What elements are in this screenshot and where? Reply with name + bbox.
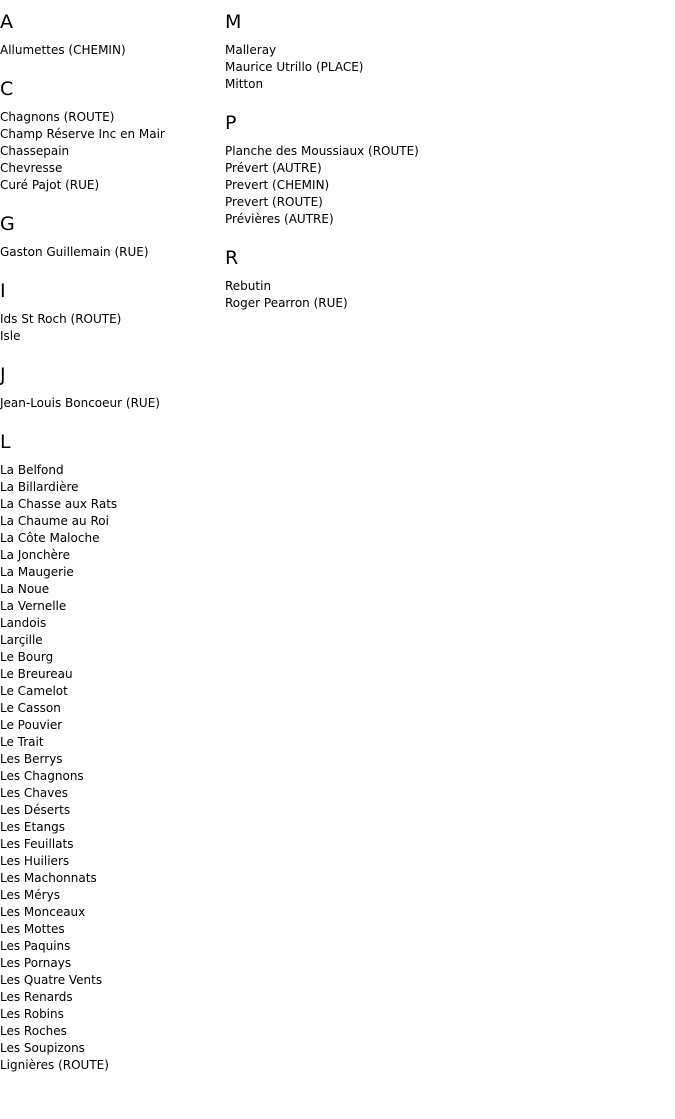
street-link[interactable]: Allumettes (CHEMIN): [0, 43, 126, 57]
street-link[interactable]: La Chasse aux Rats: [0, 497, 118, 511]
street-link[interactable]: Les Chaves: [0, 786, 68, 800]
street-link[interactable]: Les Renards: [0, 990, 73, 1004]
street-list: [0, 109, 220, 194]
section-spacer: [0, 412, 220, 420]
letter-section-m: [225, 0, 665, 101]
street-link[interactable]: Le Trait: [0, 735, 44, 749]
letter-section-j: [0, 353, 220, 420]
street-link[interactable]: Planche des Moussiaux (ROUTE): [225, 144, 419, 158]
street-link[interactable]: Le Casson: [0, 701, 61, 715]
street-link[interactable]: Malleray: [225, 43, 277, 57]
letter-heading: G: [0, 213, 15, 235]
street-link[interactable]: La Maugerie: [0, 565, 74, 579]
street-link[interactable]: Chevresse: [0, 161, 63, 175]
street-link[interactable]: Champ Réserve Inc en Mair: [0, 127, 165, 141]
street-link[interactable]: Les Quatre Vents: [0, 973, 103, 987]
letter-heading: L: [0, 431, 11, 453]
street-link[interactable]: La Chaume au Roi: [0, 514, 109, 528]
street-link[interactable]: Chassepain: [0, 144, 70, 158]
letter-section-g: [0, 202, 220, 269]
street-link[interactable]: Ids St Roch (ROUTE): [0, 312, 122, 326]
street-link[interactable]: Les Monceaux: [0, 905, 86, 919]
street-link[interactable]: Les Etangs: [0, 820, 66, 834]
street-list: [225, 42, 665, 93]
section-spacer: [0, 345, 220, 353]
section-spacer: [0, 194, 220, 202]
street-link[interactable]: Roger Pearron (RUE): [225, 296, 348, 310]
section-spacer: [0, 261, 220, 269]
street-link[interactable]: Le Bourg: [0, 650, 54, 664]
street-link[interactable]: Les Paquins: [0, 939, 71, 953]
letter-section-p: [225, 101, 665, 236]
street-link[interactable]: Chagnons (ROUTE): [0, 110, 115, 124]
street-link[interactable]: Les Berrys: [0, 752, 63, 766]
letter-section-l: [0, 420, 220, 1082]
street-link[interactable]: Les Machonnats: [0, 871, 97, 885]
street-link[interactable]: Landois: [0, 616, 47, 630]
street-link[interactable]: Les Roches: [0, 1024, 67, 1038]
street-list: [0, 395, 220, 412]
street-link[interactable]: Les Robins: [0, 1007, 64, 1021]
letter-heading: P: [225, 112, 237, 134]
street-list: [0, 42, 220, 59]
street-link[interactable]: Prévert (AUTRE): [225, 161, 322, 175]
column-right: [225, 0, 665, 320]
letter-section-r: [225, 236, 665, 320]
street-list: [225, 278, 665, 312]
street-link[interactable]: La Noue: [0, 582, 50, 596]
street-link[interactable]: Larçille: [0, 633, 43, 647]
letter-heading: M: [225, 11, 242, 33]
street-list: [0, 244, 220, 261]
street-link[interactable]: Les Huiliers: [0, 854, 70, 868]
street-link[interactable]: La Jonchère: [0, 548, 70, 562]
section-spacer: [0, 59, 220, 67]
street-link[interactable]: Les Pornays: [0, 956, 72, 970]
street-link[interactable]: Jean-Louis Boncoeur (RUE): [0, 396, 160, 410]
street-list: [0, 462, 220, 1074]
street-link[interactable]: Lignières (ROUTE): [0, 1058, 109, 1072]
street-link[interactable]: Les Mérys: [0, 888, 60, 902]
street-list: [225, 143, 665, 228]
street-link[interactable]: Les Déserts: [0, 803, 71, 817]
letter-section-i: [0, 269, 220, 353]
street-list: [0, 311, 220, 345]
street-link[interactable]: Mitton: [225, 77, 264, 91]
section-spacer: [225, 312, 665, 320]
section-spacer: [0, 1074, 220, 1082]
street-link[interactable]: La Belfond: [0, 463, 64, 477]
street-link[interactable]: Prevert (CHEMIN): [225, 178, 330, 192]
street-link[interactable]: Les Mottes: [0, 922, 65, 936]
section-spacer: [225, 228, 665, 236]
street-link[interactable]: Le Camelot: [0, 684, 68, 698]
letter-heading: R: [225, 247, 239, 269]
letter-heading: A: [0, 11, 13, 33]
street-link[interactable]: Les Feuillats: [0, 837, 74, 851]
column-left: [0, 0, 220, 1082]
street-link[interactable]: Le Pouvier: [0, 718, 63, 732]
street-link[interactable]: Prévières (AUTRE): [225, 212, 334, 226]
street-link[interactable]: La Côte Maloche: [0, 531, 100, 545]
letter-heading: J: [0, 364, 6, 386]
street-link[interactable]: Le Breureau: [0, 667, 73, 681]
street-link[interactable]: Les Soupizons: [0, 1041, 85, 1055]
street-link[interactable]: Curé Pajot (RUE): [0, 178, 100, 192]
street-link[interactable]: Maurice Utrillo (PLACE): [225, 60, 364, 74]
letter-heading: C: [0, 78, 14, 100]
street-link[interactable]: Rebutin: [225, 279, 272, 293]
street-link[interactable]: Isle: [0, 329, 21, 343]
letter-section-a: [0, 0, 220, 67]
street-link[interactable]: La Billardière: [0, 480, 79, 494]
street-link[interactable]: Les Chagnons: [0, 769, 84, 783]
section-spacer: [225, 93, 665, 101]
street-link[interactable]: Gaston Guillemain (RUE): [0, 245, 149, 259]
street-link[interactable]: La Vernelle: [0, 599, 67, 613]
letter-heading: I: [0, 280, 6, 302]
street-link[interactable]: Prevert (ROUTE): [225, 195, 323, 209]
letter-section-c: [0, 67, 220, 202]
